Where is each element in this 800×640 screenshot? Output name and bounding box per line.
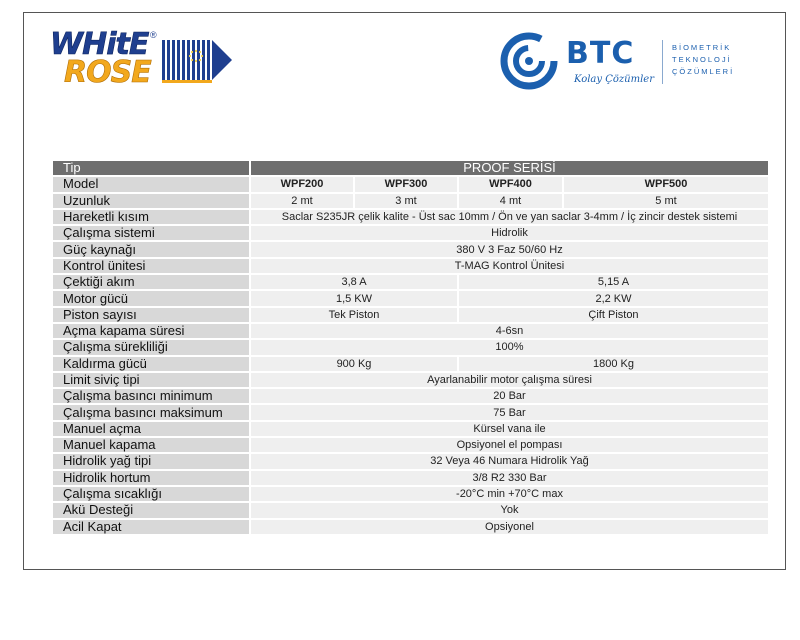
row-label: Çektiği akım (53, 275, 249, 289)
value-cell: Opsiyonel el pompası (251, 438, 768, 452)
value-cell: 32 Veya 46 Numara Hidrolik Yağ (251, 454, 768, 468)
row-label: Hareketli kısım (53, 210, 249, 224)
row-label: Çalışma basıncı maksimum (53, 405, 249, 419)
table-row (53, 389, 768, 403)
btc-tagline-line: TEKNOLOJİ (672, 55, 732, 64)
btc-divider (662, 40, 663, 84)
row-label: Manuel açma (53, 422, 249, 436)
value-cell: Saclar S235JR çelik kalite - Üst sac 10mm / Ön ve yan saclar 3-4mm / İç zincir destek sistemi (251, 210, 768, 224)
white-rose-stripes-icon (162, 34, 232, 86)
row-label: Kontrol ünitesi (53, 259, 249, 273)
row-label: Çalışma sıcaklığı (53, 487, 249, 501)
value-cell: Ayarlanabilir motor çalışma süresi (251, 373, 768, 387)
value-cell: 900 Kg (251, 357, 457, 371)
row-label: Açma kapama süresi (53, 324, 249, 338)
model-cell: WPF300 (355, 177, 457, 191)
table-row (53, 454, 768, 468)
btc-mark-icon (500, 32, 558, 90)
row-label: Kaldırma gücü (53, 357, 249, 371)
value-cell: -20°C min +70°C max (251, 487, 768, 501)
row-label: Limit siviç tipi (53, 373, 249, 387)
registered-mark: ® (150, 30, 157, 40)
value-cell: Çift Piston (459, 308, 768, 322)
row-label: Hidrolik hortum (53, 471, 249, 485)
table-row (53, 242, 768, 256)
row-label: Güç kaynağı (53, 242, 249, 256)
value-cell: 2 mt (251, 194, 353, 208)
table-row (53, 422, 768, 436)
white-rose-logo (50, 27, 230, 95)
value-cell: 3/8 R2 330 Bar (251, 471, 768, 485)
row-label: Model (53, 177, 249, 191)
row-label: Acil Kapat (53, 520, 249, 534)
value-cell: 3,8 A (251, 275, 457, 289)
table-row (53, 324, 768, 338)
btc-name: BTC (566, 36, 635, 71)
table-row (53, 210, 768, 224)
spec-table (51, 159, 770, 536)
table-row (53, 194, 768, 208)
row-label: Piston sayısı (53, 308, 249, 322)
white-rose-logo-line1: WHitE (50, 27, 149, 62)
value-cell: Tek Piston (251, 308, 457, 322)
table-header-row (53, 161, 768, 175)
row-label: Çalışma sürekliliği (53, 340, 249, 354)
value-cell: Opsiyonel (251, 520, 768, 534)
value-cell: 380 V 3 Faz 50/60 Hz (251, 242, 768, 256)
model-cell: WPF400 (459, 177, 562, 191)
value-cell: 4 mt (459, 194, 562, 208)
value-cell: 5 mt (564, 194, 768, 208)
table-row (53, 487, 768, 501)
table-row (53, 471, 768, 485)
table-row (53, 177, 768, 191)
value-cell: 1,5 KW (251, 291, 457, 305)
row-label: Manuel kapama (53, 438, 249, 452)
value-cell: 4-6sn (251, 324, 768, 338)
table-row (53, 405, 768, 419)
table-row (53, 438, 768, 452)
table-row (53, 373, 768, 387)
btc-tagline-line: ÇÖZÜMLERİ (672, 67, 735, 76)
value-cell: 3 mt (355, 194, 457, 208)
btc-tagline (672, 42, 734, 78)
value-cell: 75 Bar (251, 405, 768, 419)
table-row (53, 503, 768, 517)
btc-slogan: Kolay Çözümler (574, 74, 654, 85)
table-row (53, 226, 768, 240)
header-type-label: Tip (53, 161, 249, 175)
value-cell: 2,2 KW (459, 291, 768, 305)
value-cell: 1800 Kg (459, 357, 768, 371)
row-label: Uzunluk (53, 194, 249, 208)
value-cell: 100% (251, 340, 768, 354)
table-row (53, 275, 768, 289)
row-label: Çalışma basıncı minimum (53, 389, 249, 403)
table-row (53, 340, 768, 354)
header-series-title: PROOF SERİSİ (251, 161, 768, 175)
table-row (53, 259, 768, 273)
btc-logo (500, 30, 770, 100)
row-label: Hidrolik yağ tipi (53, 454, 249, 468)
table-row (53, 520, 768, 534)
model-cell: WPF500 (564, 177, 768, 191)
white-rose-logo-line2: ROSE (64, 55, 151, 90)
value-cell: 5,15 A (459, 275, 768, 289)
row-label: Akü Desteği (53, 503, 249, 517)
row-label: Çalışma sistemi (53, 226, 249, 240)
table-row (53, 308, 768, 322)
value-cell: 20 Bar (251, 389, 768, 403)
table-row (53, 357, 768, 371)
table-row (53, 291, 768, 305)
value-cell: Kürsel vana ile (251, 422, 768, 436)
value-cell: T-MAG Kontrol Ünitesi (251, 259, 768, 273)
btc-tagline-line: BİOMETRİK (672, 43, 732, 52)
model-cell: WPF200 (251, 177, 353, 191)
value-cell: Hidrolik (251, 226, 768, 240)
value-cell: Yok (251, 503, 768, 517)
row-label: Motor gücü (53, 291, 249, 305)
